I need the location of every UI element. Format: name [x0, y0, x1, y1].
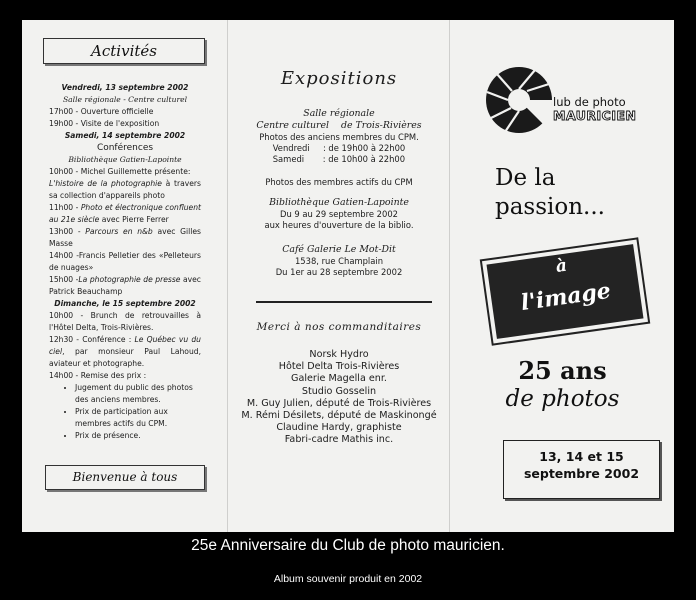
venue-dates: Du 1er au 28 septembre 2002: [275, 267, 403, 277]
venue-name: Café Galerie Le Mot-Dit: [282, 244, 396, 255]
talk-item: 13h00 - Parcours en n&b avec Gilles Masse: [49, 227, 201, 248]
activities-column: [22, 20, 227, 532]
brochure-sheet: [22, 20, 674, 532]
sponsor-item: M. Guy Julien, député de Trois-Rivières: [246, 397, 432, 409]
aperture-logo-icon: [483, 64, 555, 136]
logo-line2: MAURICIEN: [553, 108, 637, 123]
sponsor-item: M. Rémi Désilets, député de Maskinongé: [241, 410, 437, 422]
conferences-label: Conférences: [96, 143, 154, 153]
talk-item: 10h00 - Michel Guillemette présente: L'histoire de la photographie à travers sa collection d'appareils photo: [49, 167, 201, 200]
dates-box: [503, 440, 660, 499]
banner-line1: à: [554, 255, 569, 277]
tagline-line1: De la: [495, 165, 556, 191]
schedule-saturday: Samedi : de 10h00 à 22h00: [272, 154, 406, 164]
sponsors-list: [228, 349, 450, 447]
venue-bibliotheque: [228, 197, 450, 231]
divider: [256, 301, 432, 303]
dates-line2: septembre 2002: [523, 466, 640, 481]
talk-item: 11h00 - Photo et électronique confluent au 21e siècle avec Pierre Ferrer: [49, 203, 201, 224]
sunday-item: 14h00 - Remise des prix :: [49, 371, 147, 380]
exhibitions-title: Expositions: [280, 68, 398, 89]
prizes-list: [49, 382, 201, 442]
logo-line1: lub de photo: [553, 95, 626, 109]
years-sub: de photos: [505, 386, 620, 412]
saturday-date: Samedi, 14 septembre 2002: [64, 131, 186, 140]
venue-subtitle: Centre culturel de Trois-Rivières: [256, 120, 422, 131]
prize-item: • Prix de présence.: [75, 430, 201, 442]
sponsor-item: Claudine Hardy, graphiste: [276, 422, 402, 434]
exhibitions-column: [227, 20, 450, 532]
sponsor-item: Fabri-cadre Mathis inc.: [284, 434, 394, 446]
activities-title: Activités: [43, 38, 205, 64]
venue-schedule: [273, 143, 406, 165]
caption-title: 25e Anniversaire du Club de photo mauricien.: [191, 537, 505, 554]
talk-item: 14h00 -Francis Pelletier des «Pelleteurs de nuages»: [49, 251, 201, 272]
image-banner: [480, 237, 651, 345]
schedule-friday: Vendredi : de 19h00 à 22h00: [272, 143, 406, 153]
venue-hours: aux heures d'ouverture de la biblio.: [264, 220, 414, 230]
venue-dates: Du 9 au 29 septembre 2002: [280, 209, 398, 219]
active-members-label: Photos des membres actifs du CPM: [265, 177, 413, 187]
friday-place: Salle régionale - Centre culturel: [62, 95, 188, 104]
venue-cafe-galerie: [228, 244, 450, 278]
caption-subtitle: Album souvenir produit en 2002: [273, 573, 423, 585]
years-label: 25 ans: [518, 356, 607, 385]
sponsor-item: Hôtel Delta Trois-Rivières: [278, 361, 400, 373]
sponsor-item: Studio Gosselin: [301, 385, 377, 397]
saturday-place: Bibliothèque Gatien-Lapointe: [68, 155, 182, 164]
prize-item: • Jugement du public des photos des anciens membres.: [75, 382, 201, 406]
venue-description: Photos des anciens membres du CPM.: [259, 132, 419, 142]
logo-text: [553, 96, 636, 122]
venue-name: Salle régionale: [303, 108, 375, 119]
friday-date: Vendredi, 13 septembre 2002: [61, 83, 189, 92]
activities-list: [49, 82, 201, 442]
tagline-line2: passion...: [495, 194, 605, 220]
sunday-item: 10h00 - Brunch de retrouvailles à l'Hôtel Delta, Trois-Rivières.: [49, 311, 201, 332]
friday-item: 17h00 - Ouverture officielle: [49, 107, 154, 116]
sponsor-item: Norsk Hydro: [309, 349, 369, 360]
venue-name: Bibliothèque Gatien-Lapointe: [269, 197, 409, 208]
prize-item: • Prix de participation aux membres actifs du CPM.: [75, 406, 201, 430]
cover-column: [449, 20, 674, 532]
banner-line2: l'image: [519, 277, 613, 317]
sponsor-item: Galerie Magella enr.: [291, 373, 387, 385]
talk-item: 15h00 -La photographie de presse avec Patrick Beauchamp: [49, 275, 201, 296]
friday-item: 19h00 - Visite de l'exposition: [49, 119, 160, 128]
venue-salle-regionale: [228, 108, 450, 166]
sponsors-title: Merci à nos commanditaires: [256, 321, 422, 333]
sunday-date: Dimanche, le 15 septembre 2002: [54, 299, 196, 308]
dates-line1: 13, 14 et 15: [539, 449, 624, 464]
welcome-box: Bienvenue à tous: [45, 465, 205, 490]
venue-address: 1538, rue Champlain: [294, 256, 384, 266]
sunday-item: 12h30 - Conférence : Le Québec vu du ciel, par monsieur Paul Lahoud, aviateur et photographe.: [49, 335, 201, 368]
